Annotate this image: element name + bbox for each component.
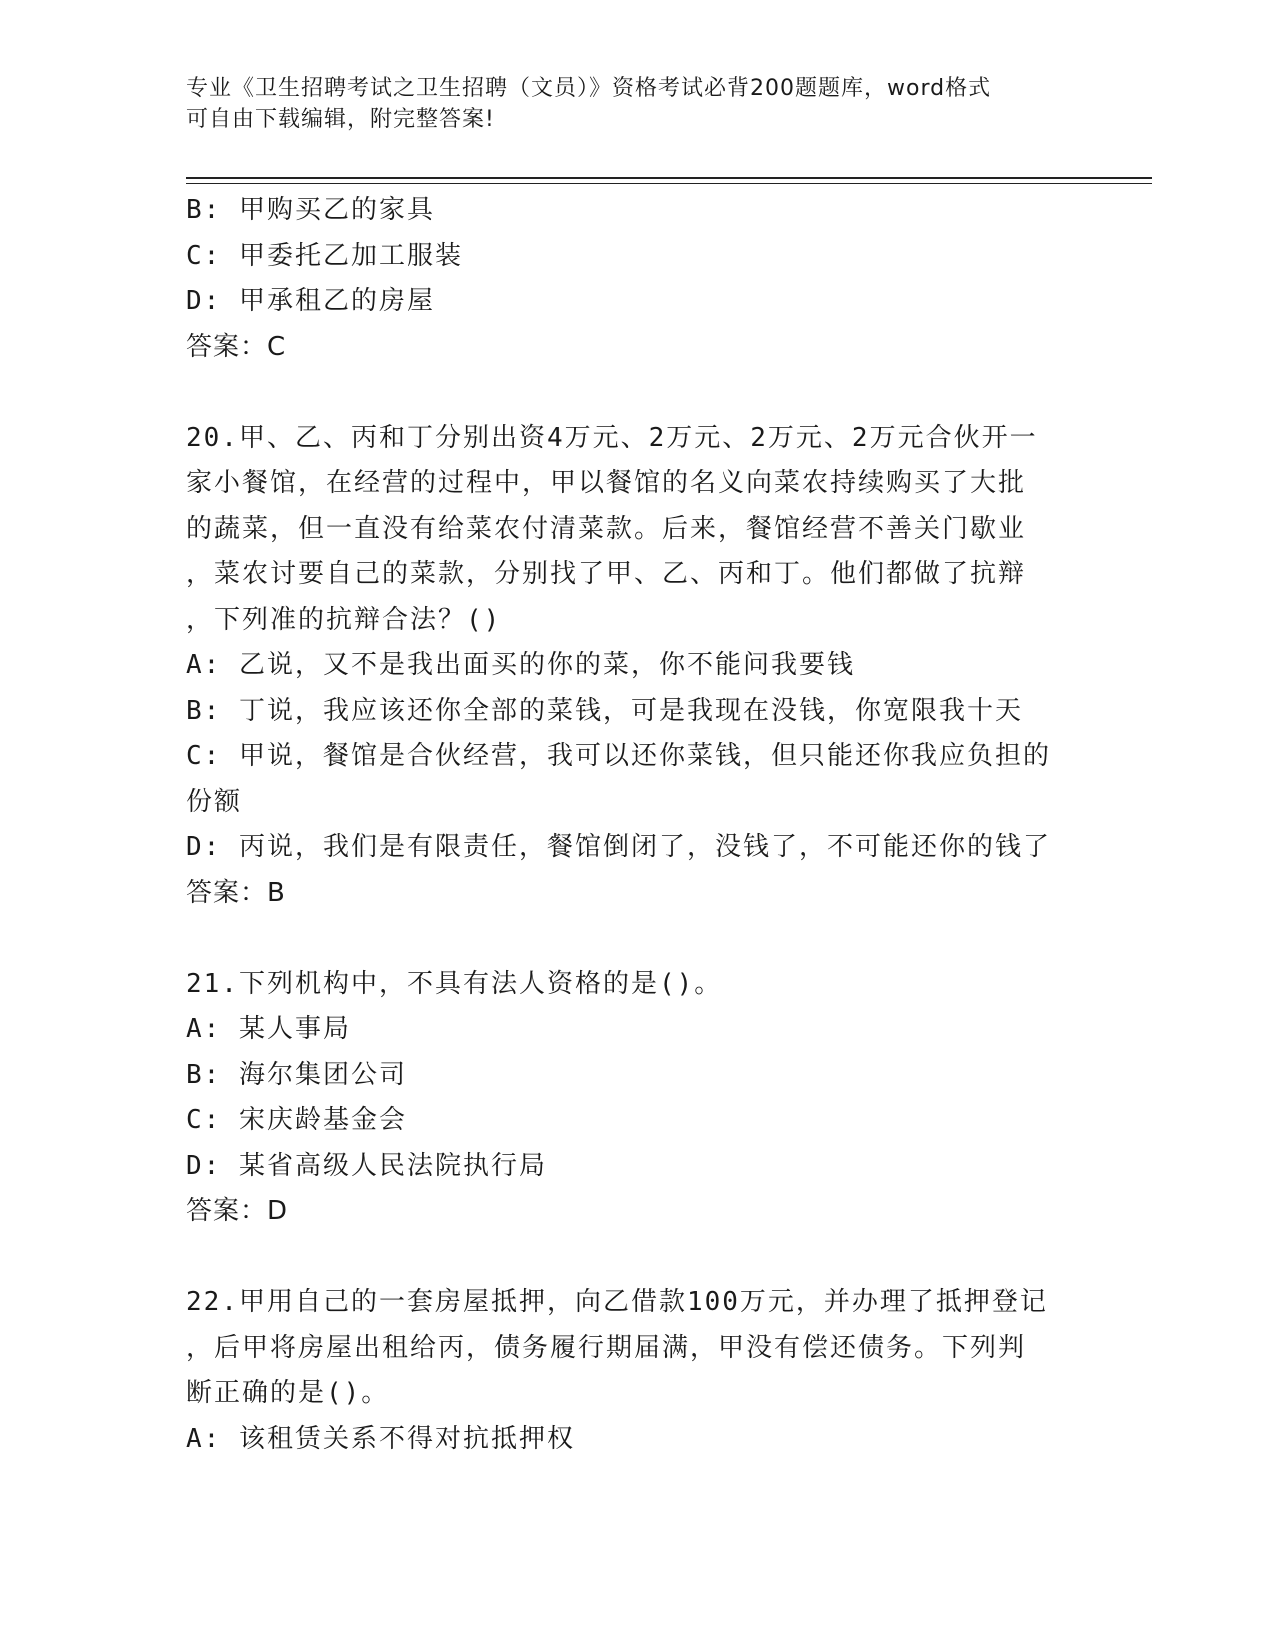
question-stem-line: ，下列准的抗辩合法？() [186, 604, 502, 635]
question-stem: 21.下列机构中，不具有法人资格的是()。 [186, 968, 723, 999]
option-c-continued: 份额 [186, 786, 243, 817]
answer: 答案：B [186, 877, 286, 908]
question-stem-line: 家小餐馆，在经营的过程中，甲以餐馆的名义向菜农持续购买了大批 [186, 468, 1027, 498]
question-21 [186, 962, 1086, 1235]
question-22 [186, 1280, 1086, 1462]
question-stem-line: 断正确的是()。 [186, 1378, 390, 1408]
header-line: 可自由下载编辑，附完整答案! [186, 107, 495, 132]
option-a: A: 该租赁关系不得对抗抵押权 [186, 1423, 575, 1454]
option-b: B: 海尔集团公司 [186, 1059, 407, 1090]
header-line: 专业《卫生招聘考试之卫生招聘（文员）》资格考试必背200题题库，word格式 [186, 76, 992, 101]
header-divider-thin [186, 183, 1152, 184]
question-stem-line: ，后甲将房屋出租给丙，债务履行期届满，甲没有偿还债务。下列判 [186, 1332, 1027, 1363]
option-c: C: 宋庆龄基金会 [186, 1105, 407, 1135]
answer: 答案：C [186, 331, 287, 362]
option-d: D: 丙说，我们是有限责任，餐馆倒闭了，没钱了，不可能还你的钱了 [186, 832, 1051, 862]
question-20 [186, 416, 1086, 917]
header-divider [186, 177, 1152, 179]
question-stem-line: ，菜农讨要自己的菜款，分别找了甲、乙、丙和丁。他们都做了抗辩 [186, 559, 1027, 589]
question-stem-line: 20.甲、乙、丙和丁分别出资4万元、2万元、2万元、2万元合伙开一 [186, 422, 1038, 453]
option-a: A: 某人事局 [186, 1014, 351, 1044]
question-19 [186, 188, 1086, 370]
option-d: D: 甲承租乙的房屋 [186, 286, 435, 316]
option-d: D: 某省高级人民法院执行局 [186, 1150, 547, 1181]
question-list [186, 188, 1086, 1462]
option-a: A: 乙说，又不是我出面买的你的菜，你不能问我要钱 [186, 650, 855, 680]
question-stem-line: 的蔬菜，但一直没有给菜农付清菜款。后来，餐馆经营不善关门歇业 [186, 513, 1027, 544]
answer: 答案：D [186, 1196, 289, 1226]
question-stem-line: 22.甲用自己的一套房屋抵押，向乙借款100万元，并办理了抵押登记 [186, 1287, 1048, 1317]
option-c: C: 甲说，餐馆是合伙经营，我可以还你菜钱，但只能还你我应负担的 [186, 741, 1051, 771]
option-b: B: 丁说，我应该还你全部的菜钱，可是我现在没钱，你宽限我十天 [186, 695, 1023, 726]
option-b: B: 甲购买乙的家具 [186, 195, 435, 225]
option-c: C: 甲委托乙加工服装 [186, 240, 463, 271]
document-header [186, 73, 1066, 135]
